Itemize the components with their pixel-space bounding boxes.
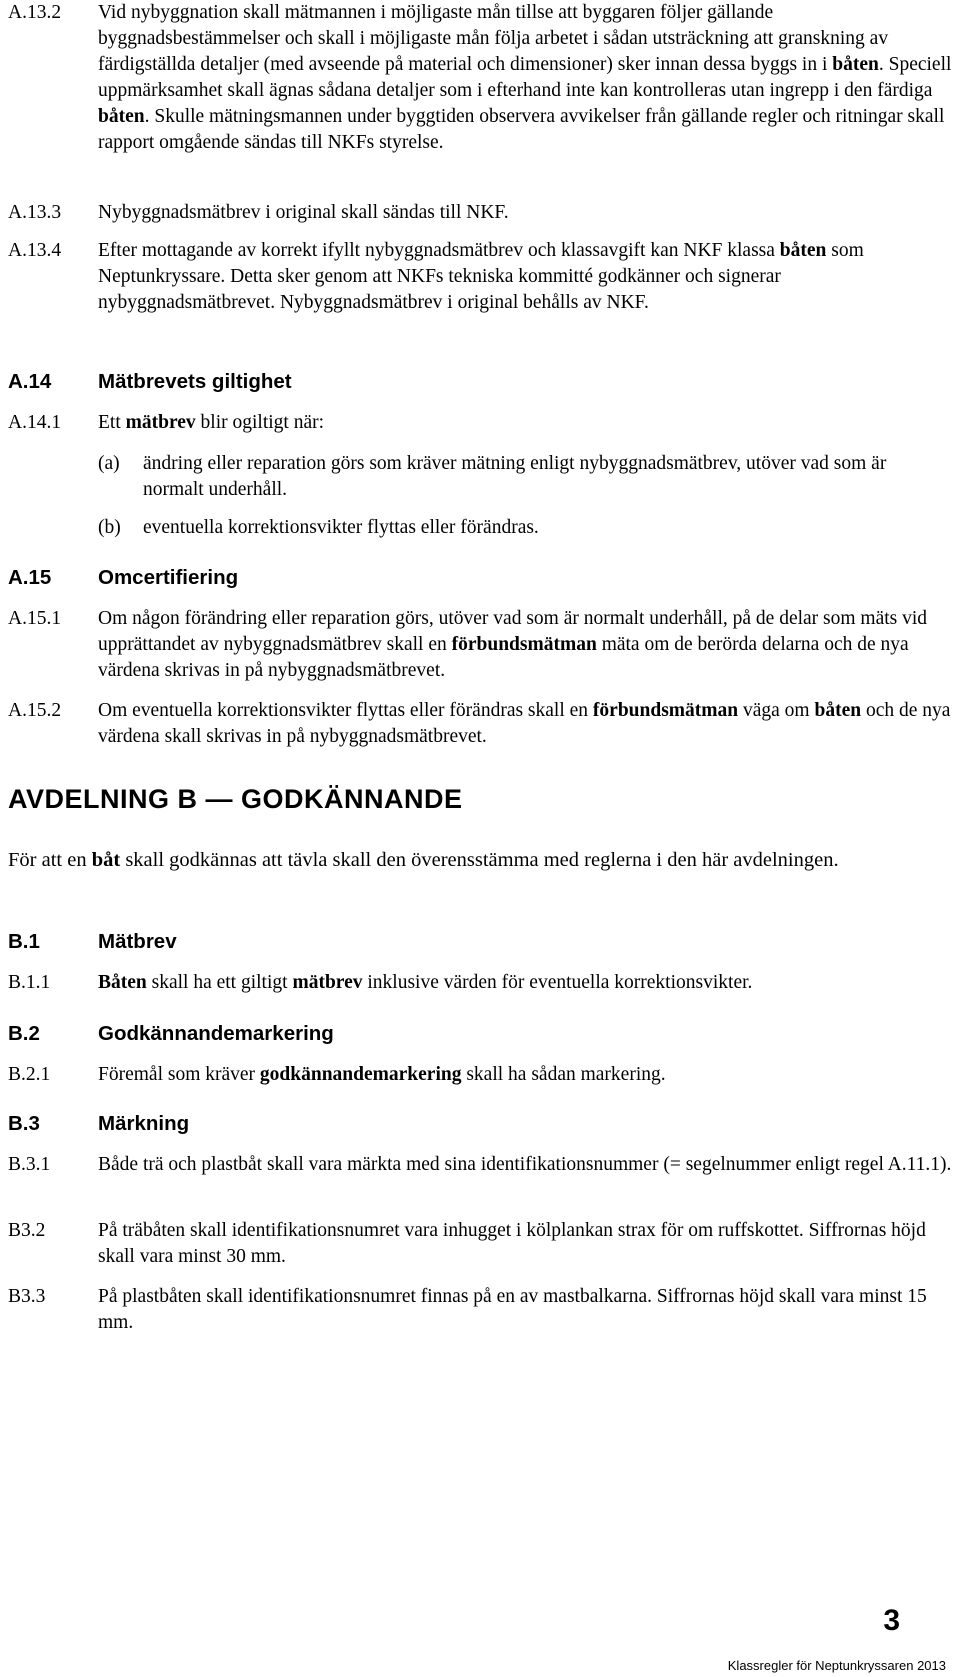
heading-title: Mätbrev <box>98 930 177 953</box>
defined-term: båt <box>91 849 121 871</box>
heading-number: A.14 <box>8 370 52 393</box>
rule-text: Både trä och plastbåt skall vara märkta med sina identifikationsnummer (= segelnummer enligt regel A.11.1). <box>98 1154 952 1175</box>
rule-text: Om någon förändring eller reparation görs, utöver vad som är normalt underhåll, på de delar som mäts vid upprättandet av nybyggnadsmätbrev skall en förbundsmätman mäta om de berörda delarna och de nya värdena skrivas in på nybyggnadsmätbrevet. <box>98 608 928 681</box>
defined-term: båten <box>814 700 862 721</box>
list-item-a <box>98 451 948 503</box>
defined-term: båten <box>98 106 145 127</box>
defined-term: båten <box>832 54 879 75</box>
rule-a15-1 <box>8 606 953 684</box>
rule-text: Föremål som kräver godkännandemarkering skall ha sådan markering. <box>98 1064 666 1085</box>
section-intro: För att en båt skall godkännas att tävla skall den överensstämma med reglerna i den här avdelningen. <box>8 849 839 871</box>
rule-text: På plastbåten skall identifikationsnumret finnas på en av mastbalkarna. Siffrornas höjd skall vara minst 15 mm. <box>98 1286 927 1333</box>
rule-a14-1 <box>8 410 953 436</box>
rule-b3-3 <box>8 1284 953 1336</box>
rule-text: Vid nybyggnation skall mätmannen i möjligaste mån tillse att byggaren följer gällande byggnadsbestämmelser och skall i möjligaste mån följa arbetet i sådan utsträckning att granskning av färdigställda detaljer (med avseende på material och dimensioner) sker innan dessa byggs in i båten. Speciell uppmärksamhet skall ägnas sådana detaljer som i efterhand inte kan kontrolleras utan ingrepp i den färdiga båten. Skulle mätningsmannen under byggtiden observera avvikelser från gällande regler och ritningar skall rapport omgående sändas till NKFs styrelse. <box>98 2 952 153</box>
rule-number: B3.3 <box>8 1286 46 1307</box>
heading-number: B.3 <box>8 1112 40 1135</box>
rule-a13-3 <box>8 200 953 226</box>
rule-text: Efter mottagande av korrekt ifyllt nybyggnadsmätbrev och klassavgift kan NKF klassa båten som Neptunkryssare. Detta sker genom att NKFs tekniska kommitté godkänner och signerar nybyggnadsmätbrevet. Nybyggnadsmätbrev i original behålls av NKF. <box>98 240 864 313</box>
rule-number: A.13.3 <box>8 202 62 223</box>
list-label: (a) <box>98 453 120 474</box>
heading-title: Märkning <box>98 1112 190 1135</box>
list-item-b <box>98 515 948 541</box>
rule-number: B.3.1 <box>8 1154 51 1175</box>
list-text: ändring eller reparation görs som kräver mätning enligt nybyggnadsmätbrev, utöver vad som är normalt underhåll. <box>143 453 887 500</box>
defined-term: båten <box>779 240 827 261</box>
rule-number: A.13.4 <box>8 240 62 261</box>
heading-title: Mätbrevets giltighet <box>98 370 292 393</box>
rule-number: A.13.2 <box>8 2 62 23</box>
rule-a13-4 <box>8 238 953 316</box>
rule-b1-1 <box>8 970 953 996</box>
rule-text: Båten skall ha ett giltigt mätbrev inklusive värden för eventuella korrektionsvikter. <box>98 972 753 993</box>
heading-number: B.1 <box>8 930 40 953</box>
rule-b2-1 <box>8 1062 953 1088</box>
heading-title: Omcertifiering <box>98 566 239 589</box>
rule-number: B3.2 <box>8 1220 46 1241</box>
page-footer: Klassregler för Neptunkryssaren 2013 <box>727 1658 946 1673</box>
rule-number: B.2.1 <box>8 1064 51 1085</box>
rule-text: Om eventuella korrektionsvikter flyttas eller förändras skall en förbundsmätman väga om båten och de nya värdena skall skrivas in på nybyggnadsmätbrevet. <box>98 700 951 747</box>
defined-term: Båten <box>98 972 147 993</box>
rule-text: Nybyggnadsmätbrev i original skall sändas till NKF. <box>98 202 509 223</box>
rule-a15-2 <box>8 698 953 750</box>
rule-a13-2 <box>8 0 953 156</box>
defined-term: förbundsmätman <box>592 700 739 721</box>
defined-term: mätbrev <box>292 972 363 993</box>
rule-number: A.15.2 <box>8 700 62 721</box>
heading-title: Godkännandemarkering <box>98 1022 334 1045</box>
section-title: AVDELNING B — GODKÄNNANDE <box>8 784 463 814</box>
heading-number: B.2 <box>8 1022 40 1045</box>
list-text: eventuella korrektionsvikter flyttas eller förändras. <box>143 517 539 538</box>
rule-b3-1 <box>8 1152 953 1178</box>
list-label: (b) <box>98 517 121 538</box>
heading-number: A.15 <box>8 566 52 589</box>
defined-term: förbundsmätman <box>451 634 597 655</box>
rule-text: Ett mätbrev blir ogiltigt när: <box>98 412 325 433</box>
defined-term: godkännandemarkering <box>259 1064 462 1085</box>
page-number: 3 <box>883 1604 900 1637</box>
rule-number: A.15.1 <box>8 608 62 629</box>
defined-term: mätbrev <box>125 412 196 433</box>
rule-number: A.14.1 <box>8 412 62 433</box>
rule-text: På träbåten skall identifikationsnumret vara inhugget i kölplankan strax för om ruffskottet. Siffrornas höjd skall vara minst 30 mm. <box>98 1220 926 1267</box>
rule-number: B.1.1 <box>8 972 51 993</box>
rule-b3-2 <box>8 1218 953 1270</box>
